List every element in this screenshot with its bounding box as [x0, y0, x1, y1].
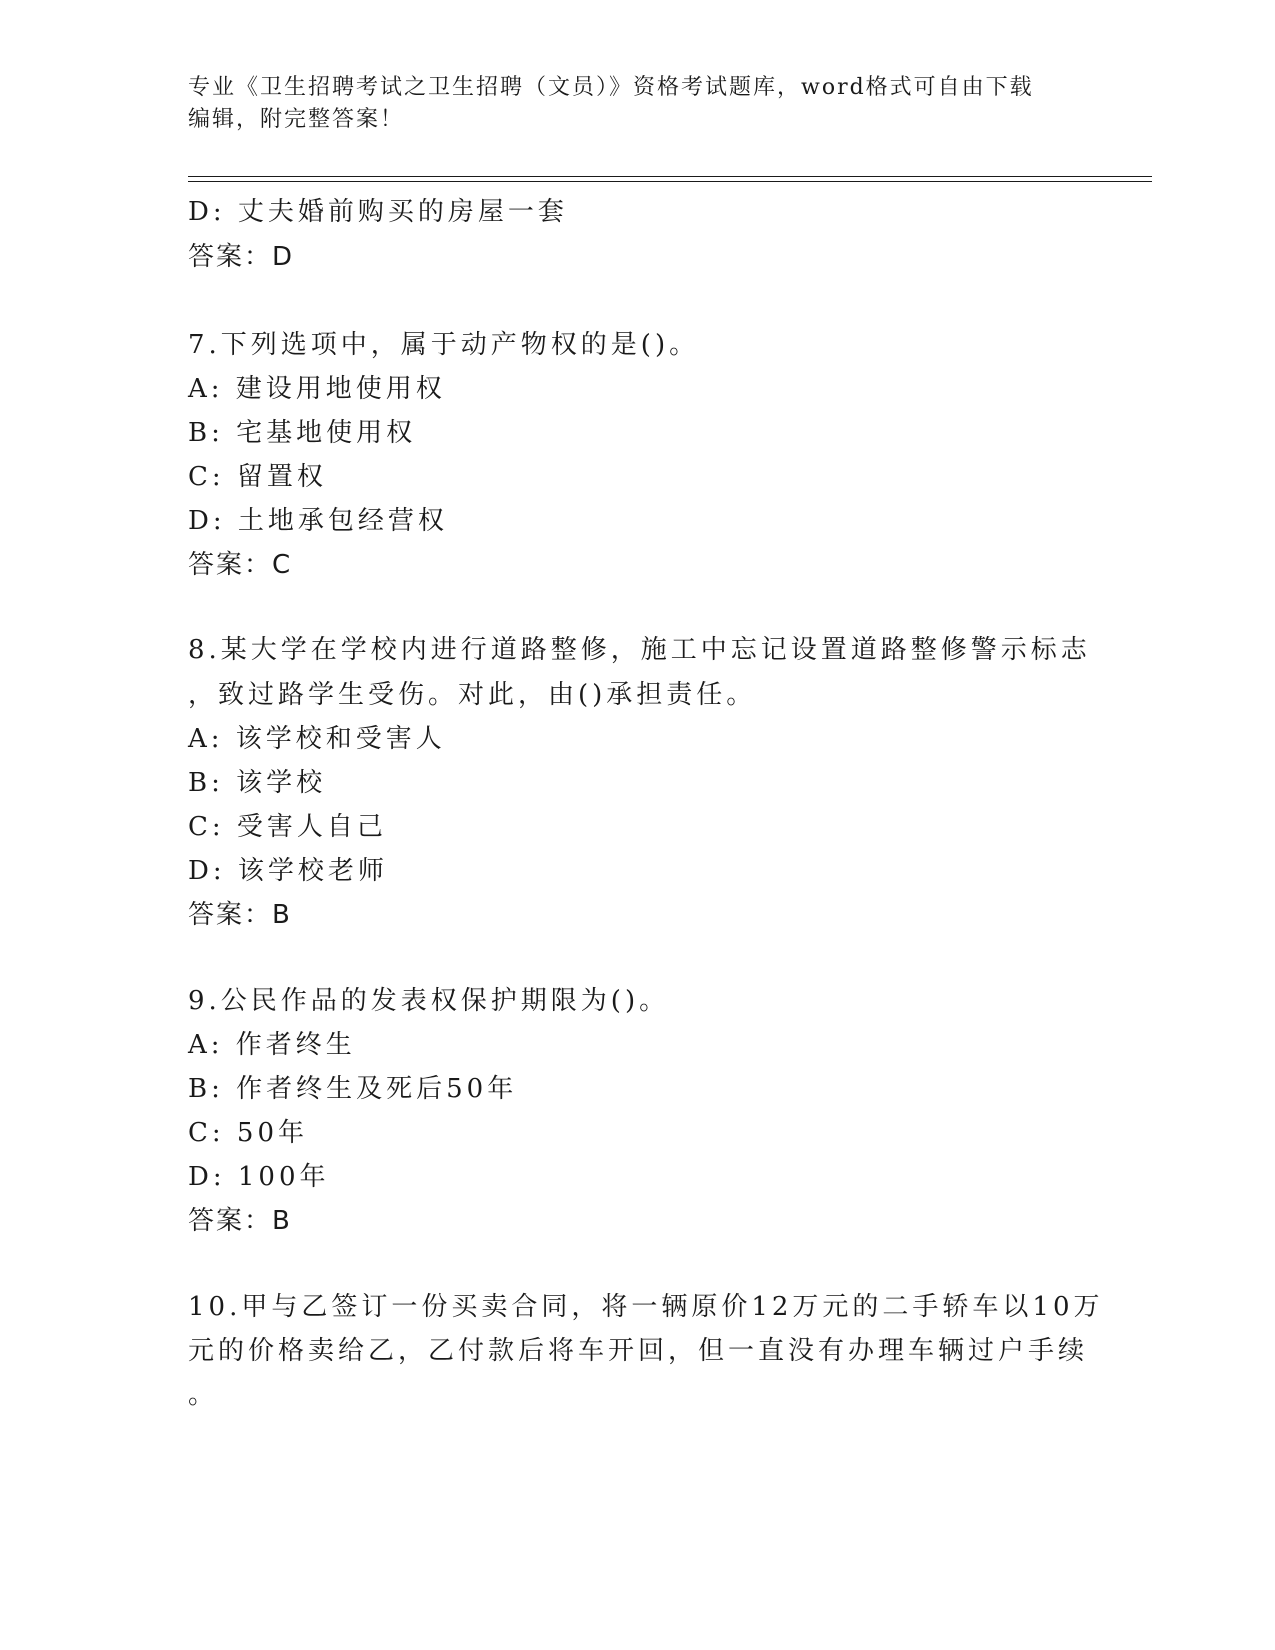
header-line-2: 编辑，附完整答案！ [188, 107, 405, 132]
question-9-answer: 答案：B [188, 1206, 292, 1236]
prev-question-option-d: D: 丈夫婚前购买的房屋一套 [188, 197, 568, 227]
question-7-option-d: D: 土地承包经营权 [188, 506, 448, 536]
prev-question-answer: 答案：D [188, 242, 295, 272]
question-9-option-d: D: 100年 [188, 1162, 330, 1192]
document-header [188, 72, 1088, 136]
question-8-stem-line-1: 8.某大学在学校内进行道路整修，施工中忘记设置道路整修警示标志 [188, 635, 1091, 665]
question-7-option-a: A: 建设用地使用权 [188, 374, 446, 404]
question-8-stem-line-2: ，致过路学生受伤。对此，由()承担责任。 [188, 680, 757, 710]
header-rule-top [188, 176, 1152, 177]
question-8-option-d: D: 该学校老师 [188, 856, 388, 886]
question-10-stem-line-1: 10.甲与乙签订一份买卖合同，将一辆原价12万元的二手轿车以10万 [188, 1292, 1104, 1322]
question-8-option-b: B: 该学校 [188, 768, 327, 798]
header-rule-bottom [188, 181, 1152, 182]
question-10-stem-line-2: 元的价格卖给乙，乙付款后将车开回，但一直没有办理车辆过户手续 [188, 1336, 1089, 1366]
question-9-stem: 9.公民作品的发表权保护期限为()。 [188, 986, 670, 1016]
question-8-option-c: C: 受害人自己 [188, 812, 387, 842]
question-9-option-b: B: 作者终生及死后50年 [188, 1074, 518, 1104]
question-7-answer: 答案：C [188, 550, 293, 580]
question-7-option-c: C: 留置权 [188, 462, 327, 492]
question-8-answer: 答案：B [188, 900, 292, 930]
header-line-1: 专业《卫生招聘考试之卫生招聘（文员）》资格考试题库，word格式可自由下载 [188, 75, 1034, 100]
question-10-stem-line-3: 。 [188, 1380, 219, 1410]
question-9-option-a: A: 作者终生 [188, 1030, 356, 1060]
question-7-option-b: B: 宅基地使用权 [188, 418, 417, 448]
question-9-option-c: C: 50年 [188, 1118, 309, 1148]
question-8-option-a: A: 该学校和受害人 [188, 724, 446, 754]
question-7-stem: 7.下列选项中，属于动产物权的是()。 [188, 330, 700, 360]
